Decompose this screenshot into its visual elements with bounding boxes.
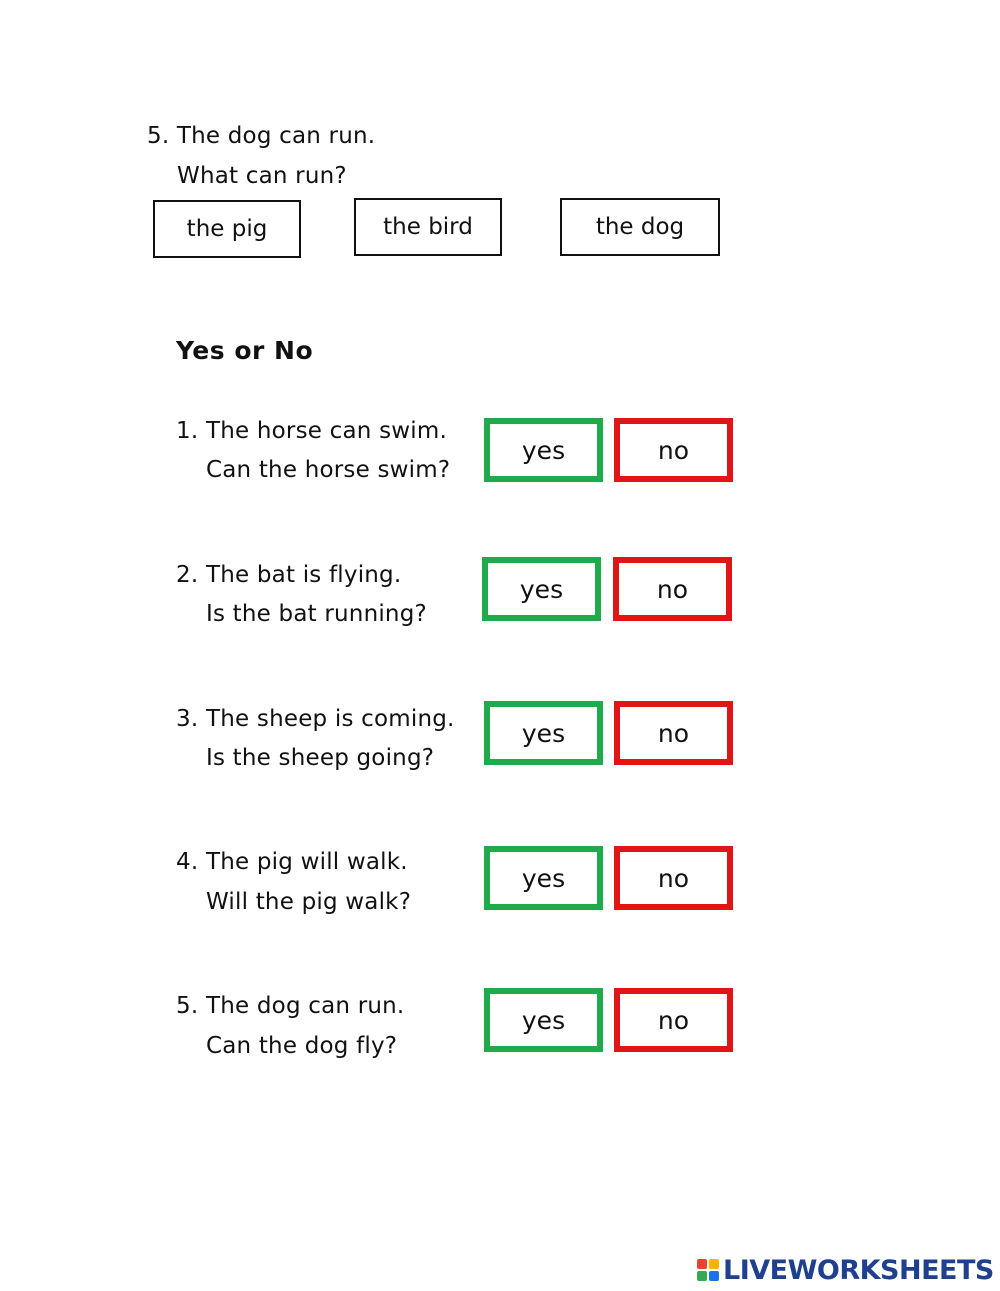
prev-question-statement: 5. The dog can run. [147, 123, 376, 149]
no-button[interactable]: no [614, 846, 733, 910]
question-prompt: Can the dog fly? [206, 1033, 398, 1059]
question-statement: The pig will walk. [206, 849, 408, 875]
question-number: 5. [176, 993, 199, 1019]
logo-square-4 [709, 1271, 719, 1281]
no-button[interactable]: no [614, 988, 733, 1052]
liveworksheets-logo[interactable] [697, 1253, 994, 1287]
choice-the-bird[interactable]: the bird [354, 198, 502, 256]
question-prompt: Will the pig walk? [206, 889, 412, 915]
yes-button[interactable]: yes [482, 557, 601, 621]
choice-the-pig[interactable]: the pig [153, 200, 301, 258]
question-statement: The dog can run. [206, 993, 405, 1019]
question-statement: The bat is flying. [206, 562, 402, 588]
liveworksheets-logo-text: LIVEWORKSHEETS [723, 1254, 994, 1286]
question-number: 2. [176, 562, 199, 588]
question-statement: The sheep is coming. [206, 706, 455, 732]
yes-button[interactable]: yes [484, 701, 603, 765]
logo-square-2 [709, 1259, 719, 1269]
yes-button[interactable]: yes [484, 418, 603, 482]
choice-the-dog[interactable]: the dog [560, 198, 720, 256]
no-button[interactable]: no [613, 557, 732, 621]
section-title: Yes or No [176, 336, 314, 365]
question-number: 3. [176, 706, 199, 732]
question-prompt: Is the sheep going? [206, 745, 435, 771]
question-number: 1. [176, 418, 199, 444]
question-prompt: Is the bat running? [206, 601, 427, 627]
prev-question-prompt: What can run? [177, 163, 347, 189]
logo-square-3 [697, 1271, 707, 1281]
question-prompt: Can the horse swim? [206, 457, 451, 483]
question-statement: The horse can swim. [206, 418, 447, 444]
logo-square-1 [697, 1259, 707, 1269]
yes-button[interactable]: yes [484, 846, 603, 910]
question-number: 4. [176, 849, 199, 875]
no-button[interactable]: no [614, 418, 733, 482]
yes-button[interactable]: yes [484, 988, 603, 1052]
no-button[interactable]: no [614, 701, 733, 765]
liveworksheets-logo-icon [697, 1259, 719, 1281]
